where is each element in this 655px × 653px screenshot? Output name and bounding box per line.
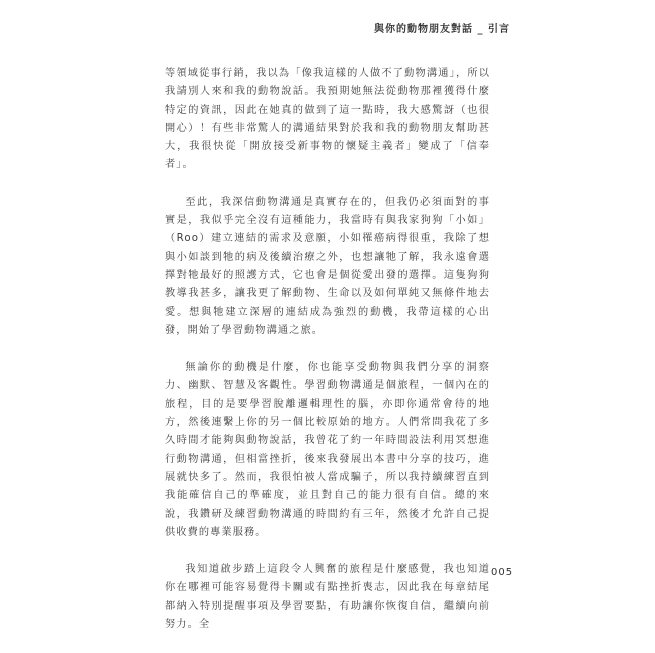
paragraph: 至此，我深信動物溝通是真實存在的，但我仍必須面對的事實是，我似乎完全沒有這種能力，我當時有與我家狗狗「小如」（Roo）建立連結的需求及意願，小如罹癌病得很重，我除了想與小如談到牠的病及後續治療之外，也想讓牠了解，我永遠會選擇對牠最好的照護方式，它也會是個從愛出發的選擇。這隻狗狗教導我甚多，讓我更了解動物、生命以及如何單純又無條件地去愛。想與牠建立深層的連結成為強烈的動機，我帶這樣的心出發，開始了學習動物溝通之旅。 — [165, 196, 490, 336]
paragraph: 無論你的動機是什麼，你也能享受動物與我們分享的洞察力、幽默、智慧及客觀性。學習動物溝通是個旅程，一個內在的旅程，目的是要學習脫離邏輯理性的腦，亦即你通常會待的地方，然後連繫上你的另一個比較原始的地方。人們常問我花了多久時間才能夠與動物說話，我曾花了約一年時間設法利用冥想進行動物溝通，但相當挫折，後來我發展出本書中分享的技巧，進展就快多了。然而，我很怕被人當成騙子，所以我持續練習直到我能確信自己的準確度，並且對自己的能力很有自信。總的來說，我鑽研及練習動物溝通的時間約有三年，然後才允許自己提供收費的專業服務。 — [165, 362, 490, 538]
page-number: 005 — [491, 567, 514, 578]
paragraph: 我知道啟步踏上這段令人興奮的旅程是什麼感覺，我也知道你在哪裡可能容易覺得卡關或有點挫折喪志，因此我在每章結尾都納入特別提醒事項及學習要點，有助讓你恢復自信，繼續向前努力。全 — [165, 564, 490, 631]
body-text — [165, 65, 490, 653]
paragraph-continued: 等領域從事行銷，我以為「像我這樣的人做不了動物溝通」，所以我請別人來和我的動物說話。我預期她無法從動物那裡獲得什麼特定的資訊，因此在她真的做到了這一點時，我大感驚訝（也很開心）！有些非常驚人的溝通結果對於我和我的動物朋友幫助甚大，我很快從「開放接受新事物的懷疑主義者」變成了「信奉者」。 — [165, 68, 490, 171]
running-header: 與你的動物朋友對話 _ 引言 — [374, 24, 510, 35]
